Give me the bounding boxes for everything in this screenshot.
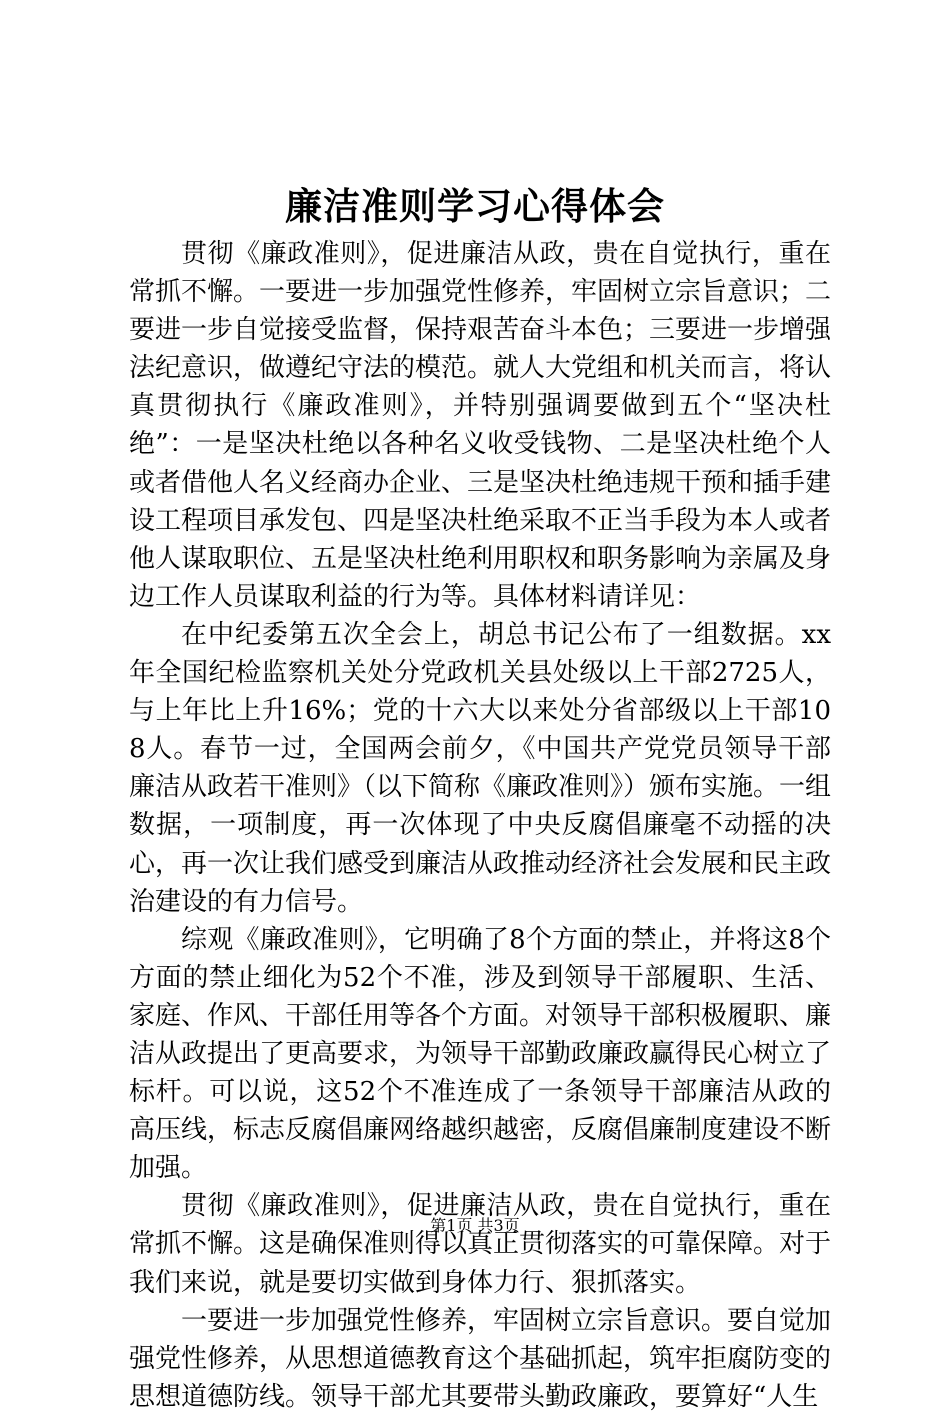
paragraph-2: 在中纪委第五次全会上，胡总书记公布了一组数据。xx年全国纪检监察机关处分党政机关县处级以上干部2725人，与上年比上升16%；党的十六大以来处分省部级以上干部108人。春节一过，全国两会前夕，《中国共产党党员领导干部廉洁从政若干准则》（以下简称《廉政准则》）颁布实施。一组数据，一项制度，再一次体现了中央反腐倡廉毫不动摇的决心，再一次让我们感受到廉洁从政推动经济社会发展和民主政治建设的有力信号。 bbox=[129, 619, 832, 917]
paragraph-1: 贯彻《廉政准则》，促进廉洁从政，贵在自觉执行，重在常抓不懈。一要进一步加强党性修养，牢固树立宗旨意识；二要进一步自觉接受监督，保持艰苦奋斗本色；三要进一步增强法纪意识，做遵纪守法的模范。就人大党组和机关而言，将认真贯彻执行《廉政准则》，并特别强调要做到五个“坚决杜绝”：一是坚决杜绝以各种名义收受钱物、二是坚决杜绝个人或者借他人名义经商办企业、三是坚决杜绝违规干预和插手建设工程项目承发包、四是坚决杜绝采取不正当手段为本人或者他人谋取职位、五是坚决杜绝利用职权和职务影响为亲属及身边工作人员谋取利益的行为等。具体材料请详见： bbox=[129, 239, 832, 612]
paragraph-3: 综观《廉政准则》，它明确了8个方面的禁止，并将这8个方面的禁止细化为52个不准，涉及到领导干部履职、生活、家庭、作风、干部任用等各个方面。对领导干部积极履职、廉洁从政提出了更高要求，为领导干部勤政廉政赢得民心树立了标杆。可以说，这52个不准连成了一条领导干部廉洁从政的高压线，标志反腐倡廉网络越织越密，反腐倡廉制度建设不断加强。 bbox=[129, 924, 832, 1184]
document-title: 廉洁准则学习心得体会 bbox=[285, 184, 665, 228]
document-body bbox=[129, 235, 831, 1416]
page-number-footer: 第1页 共3页 bbox=[430, 1216, 520, 1235]
paragraph-5: 一要进一步加强党性修养，牢固树立宗旨意识。要自觉加强党性修养，从思想道德教育这个基础抓起，筑牢拒腐防变的思想道德防线。领导干部尤其要带头勤政廉政，要算好“人生 bbox=[129, 1305, 832, 1412]
paragraph-4: 贯彻《廉政准则》，促进廉洁从政，贵在自觉执行，重在常抓不懈。这是确保准则得以真正贯彻落实的可靠保障。对于我们来说，就是要切实做到身体力行、狠抓落实。 bbox=[129, 1191, 832, 1298]
